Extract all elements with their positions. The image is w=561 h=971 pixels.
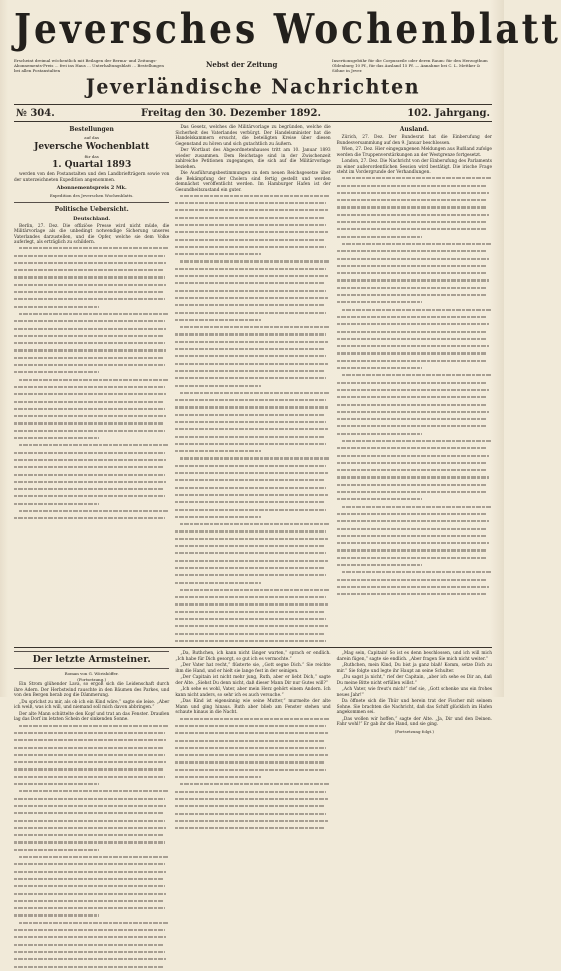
- text-line: [14, 776, 169, 782]
- text-line: [337, 192, 492, 198]
- text-line: [14, 371, 169, 377]
- text-line: [175, 494, 330, 500]
- text-line: [175, 560, 330, 566]
- text-line: [337, 243, 492, 249]
- masthead-right-note: Insertionsgebühr für die Corpuszeile oder deren Raum: für den Herzogthum Oldenburg 10 Pf., für das Ausland 15 Pf. — Annahme bei C. L. Mettker & Söhne in Jever.: [332, 58, 492, 73]
- text-line: [14, 349, 169, 355]
- text-line: [337, 535, 492, 541]
- text-line: [337, 185, 492, 191]
- text-line: [14, 820, 169, 826]
- wien-article: Wien, 27. Dez. Hier eingegangenen Meldungen aus Rußland zufolge werden die Truppenverstärkungen an der Westgrenze fortgesetzt.: [337, 147, 492, 158]
- text-line: [337, 528, 492, 534]
- text-line: [337, 309, 492, 315]
- text-line: [175, 732, 330, 738]
- text-line: [175, 501, 330, 507]
- text-line: [175, 783, 330, 789]
- text-line: [175, 820, 330, 826]
- text-line: [14, 320, 169, 326]
- serial-column-1: [14, 651, 169, 971]
- text-line: [175, 545, 330, 551]
- text-line: [337, 542, 492, 548]
- text-line: [337, 360, 492, 366]
- text-line: [175, 509, 330, 515]
- text-line: [14, 386, 169, 392]
- text-line: [175, 805, 330, 811]
- text-line: [14, 357, 169, 363]
- text-line: [337, 491, 492, 497]
- subscription-sub: auf das: [14, 135, 169, 141]
- divider: [14, 202, 169, 203]
- text-line: [337, 177, 492, 183]
- subscription-heading: Bestellungen: [14, 126, 169, 134]
- text-line: [337, 418, 492, 424]
- serial-paragraph: „Du sagst ja nicht,“ rief der Capitain, „aber ich sehe es Dir an, daß Du meine Bitte nicht erfüllen willst.“: [337, 675, 492, 686]
- text-line: [175, 282, 330, 288]
- text-filler: [14, 725, 169, 971]
- text-line: [14, 291, 169, 297]
- text-line: [14, 313, 169, 319]
- text-line: [175, 618, 330, 624]
- serial-column-2: [175, 651, 330, 971]
- text-line: [337, 484, 492, 490]
- text-line: [175, 747, 330, 753]
- text-line: [14, 783, 169, 789]
- text-line: [175, 355, 330, 361]
- text-line: [337, 345, 492, 351]
- text-line: [14, 761, 169, 767]
- feuilleton-columns: [14, 651, 492, 971]
- text-line: [175, 202, 330, 208]
- text-line: [14, 401, 169, 407]
- text-line: [175, 421, 330, 427]
- text-line: [175, 523, 330, 529]
- text-line: [14, 790, 169, 796]
- text-line: [175, 239, 330, 245]
- text-line: [175, 217, 330, 223]
- text-line: [14, 466, 169, 472]
- text-line: [14, 481, 169, 487]
- text-line: [175, 370, 330, 376]
- text-line: [14, 936, 169, 942]
- text-line: [337, 579, 492, 585]
- text-line: [175, 443, 330, 449]
- text-line: [337, 338, 492, 344]
- text-line: [175, 530, 330, 536]
- text-line: [14, 284, 169, 290]
- text-line: [175, 457, 330, 463]
- text-line: [175, 341, 330, 347]
- text-line: [14, 474, 169, 480]
- text-line: [175, 640, 330, 646]
- text-line: [337, 498, 492, 504]
- text-line: [14, 878, 169, 884]
- text-line: [175, 538, 330, 544]
- text-line: [14, 725, 169, 731]
- text-line: [175, 399, 330, 405]
- masthead-subtitle: Jeverländische Nachrichten: [14, 75, 492, 99]
- berlin-article: Berlin, 27. Dez. Die offiziöse Presse wird nicht müde, die Militärvorlage als die unbedingt notwendige Sicherung unseres Vaterlandes darzustellen, und die Opfer, welche sie dem Volke auferlegt, als erträglich zu schildern.: [14, 224, 169, 246]
- text-line: [14, 342, 169, 348]
- text-line: [14, 951, 169, 957]
- text-line: [14, 958, 169, 964]
- text-line: [337, 228, 492, 234]
- serial-paragraph: „Mag sein, Capitain! So ist es denn beschlossen, und ich will mich darein fügen,“ sagte sie endlich. „Aber fragen Sie mich nicht weiter.“: [337, 651, 492, 662]
- masthead-title: Jeversches Wochenblatt: [14, 3, 492, 56]
- text-line: [175, 725, 330, 731]
- volume: 102. Jahrgang.: [407, 108, 490, 119]
- text-line: [175, 718, 330, 724]
- text-line: [175, 290, 330, 296]
- text-line: [337, 250, 492, 256]
- text-line: [337, 447, 492, 453]
- text-line: [175, 567, 330, 573]
- text-line: [175, 319, 330, 325]
- text-line: [175, 450, 330, 456]
- text-line: [337, 331, 492, 337]
- masthead-left-note: Erscheint dreimal wöchentlich mit Beilagen der Berma- und Zeitungs- Abonnements-Preis ... frei ins Haus ... Unterhaltungsblatt ... Bestellungen bei allen Postanstalten: [14, 58, 164, 73]
- text-line: [14, 893, 169, 899]
- text-line: [175, 348, 330, 354]
- text-line: [14, 495, 169, 501]
- serial-paragraph: „Der Vater hat recht,“ flüsterte sie, „Gott segne Dich.“ Sie reichte ihm die Hand, und er hielt sie lange fest in der seinigen.: [175, 663, 330, 674]
- serial-paragraph: Der alte Mann schüttelte den Kopf und trat an das Fenster. Draußen lag das Dorf im letzten Schein der sinkenden Sonne.: [14, 712, 169, 723]
- serial-author: Roman von G. Wörishöffer.: [14, 671, 169, 677]
- text-line: [175, 268, 330, 274]
- text-line: [175, 479, 330, 485]
- subscription-quarter: 1. Quartal 1893: [14, 160, 169, 171]
- serial-paragraph: „Das Kind ist eigensinnig wie seine Mutter,“ murmelte der alte Mann und ging hinaus. Ruth aber blieb am Fenster stehen und schaute hinaus in die Nacht.: [175, 699, 330, 716]
- serial-continued: (Fortsetzung.): [14, 677, 169, 683]
- text-line: [337, 513, 492, 519]
- text-line: [175, 611, 330, 617]
- expedition-line: Expedition des Jeverschen Wochenblatts.: [14, 193, 169, 199]
- issue-number: № 304.: [16, 108, 55, 119]
- text-line: [337, 411, 492, 417]
- article-a: Das Gesetz, welches die Militärvorlage zu begründen, welche die Sicherheit des Vaterlandes verbürgt. Der Handelsminister hat die Handelskammern ersucht, die beteiligten Kreise über diesen Gegenstand zu hören und sich gutachtlich zu äußern.: [175, 125, 330, 147]
- text-line: [14, 379, 169, 385]
- text-line: [14, 335, 169, 341]
- text-line: [14, 834, 169, 840]
- text-line: [14, 805, 169, 811]
- text-line: [175, 574, 330, 580]
- text-line: [14, 856, 169, 862]
- text-line: [337, 279, 492, 285]
- text-line: [14, 944, 169, 950]
- text-line: [337, 549, 492, 555]
- london-article: London, 27. Dez. Die Nachricht von der Einberufung des Parlaments zu einer außerordentlichen Session wird bestätigt. Die irische Frage steht im Vordergrunde der Verhandlungen.: [337, 159, 492, 176]
- text-line: [337, 352, 492, 358]
- text-line: [14, 885, 169, 891]
- text-line: [337, 272, 492, 278]
- text-line: [175, 414, 330, 420]
- text-line: [14, 732, 169, 738]
- text-line: [337, 389, 492, 395]
- text-line: [14, 914, 169, 920]
- text-line: [175, 297, 330, 303]
- column-3: [337, 125, 492, 645]
- text-line: [337, 593, 492, 599]
- text-line: [14, 849, 169, 855]
- serial-title: Der letzte Armsteiner.: [14, 651, 169, 669]
- politics-heading: Politische Uebersicht.: [14, 206, 169, 214]
- serial-paragraph: „Du sprichst zu mir, als ob ich ein Kind wäre,“ sagte sie leise. „Aber ich weiß, was ich will, und niemand soll mich davon abbringen.“: [14, 700, 169, 711]
- text-line: [175, 791, 330, 797]
- text-line: [14, 276, 169, 282]
- text-line: [14, 298, 169, 304]
- text-line: [14, 269, 169, 275]
- text-line: [14, 328, 169, 334]
- text-line: [14, 754, 169, 760]
- article-c: Die Ausführungsbestimmungen zu dem neuen Reichsgesetze über die Bekämpfung der Cholera sind fertig gestellt und werden demnächst veröffentlicht werden. Im Hamburger Hafen ist der Gesundheitszustand ein guter.: [175, 171, 330, 193]
- text-line: [14, 255, 169, 261]
- text-line: [175, 516, 330, 522]
- text-line: [337, 221, 492, 227]
- serial-paragraph: Da öffnete sich die Thür und herein trat der Fischer mit seinem Sohne. Sie brachten die Nachricht, daß das Schiff glücklich im Hafen angekommen sei.: [337, 699, 492, 716]
- text-line: [337, 469, 492, 475]
- text-line: [337, 199, 492, 205]
- serial-paragraph: „Ach Vater, wie freut's mich!“ rief sie, „Gott schenke uns ein frohes neues Jahr!“: [337, 687, 492, 698]
- text-line: [175, 195, 330, 201]
- text-line: [14, 393, 169, 399]
- text-line: [14, 900, 169, 906]
- text-line: [14, 841, 169, 847]
- text-line: [337, 462, 492, 468]
- text-line: [175, 589, 330, 595]
- text-line: [337, 206, 492, 212]
- text-line: [337, 294, 492, 300]
- text-line: [175, 253, 330, 259]
- text-line: [337, 396, 492, 402]
- masthead-mid-note: Nebst der Zeitung: [206, 62, 277, 67]
- text-line: [14, 364, 169, 370]
- text-line: [14, 798, 169, 804]
- text-line: [175, 776, 330, 782]
- text-line: [175, 312, 330, 318]
- text-line: [14, 430, 169, 436]
- text-line: [14, 871, 169, 877]
- text-line: [175, 625, 330, 631]
- feuilleton-divider: [14, 647, 492, 648]
- text-line: [175, 304, 330, 310]
- text-line: [337, 564, 492, 570]
- text-line: [14, 452, 169, 458]
- text-line: [175, 246, 330, 252]
- zurich-article: Zürich, 27. Dez. Der Bundesrat hat die Einberufung der Bundesversammlung auf den 9. Januar beschlossen.: [337, 135, 492, 146]
- subscription-price: Abonnementspreis 2 Mk.: [14, 184, 169, 192]
- serial-paragraph: „Ruthchen, mein Kind, Du bist ja ganz blaß! Komm, setze Dich zu mir.“ Sie folgte und legte ihr Haupt an seine Schulter.: [337, 663, 492, 674]
- column-1: [14, 125, 169, 645]
- text-line: [175, 761, 330, 767]
- issue-date: Freitag den 30. Dezember 1892.: [141, 108, 321, 119]
- text-line: [175, 813, 330, 819]
- text-line: [337, 382, 492, 388]
- text-line: [175, 377, 330, 383]
- text-line: [337, 265, 492, 271]
- text-line: [175, 633, 330, 639]
- text-filler: [175, 195, 330, 646]
- text-line: [175, 827, 330, 833]
- text-line: [14, 503, 169, 509]
- text-line: [14, 510, 169, 516]
- text-line: [175, 603, 330, 609]
- germany-heading: Deutschland.: [14, 215, 169, 223]
- text-line: [175, 552, 330, 558]
- serial-paragraph: „Das wollen wir hoffen,“ sagte der Alte. „Ja, Dir und den Deinen. Fahr wohl!“ Er gab ihr die Hand, und sie ging.: [337, 717, 492, 728]
- text-line: [14, 827, 169, 833]
- text-line: [337, 287, 492, 293]
- text-line: [14, 415, 169, 421]
- text-line: [175, 209, 330, 215]
- text-line: [337, 455, 492, 461]
- text-line: [337, 258, 492, 264]
- text-line: [337, 236, 492, 242]
- text-line: [14, 863, 169, 869]
- text-line: [337, 214, 492, 220]
- text-line: [14, 437, 169, 443]
- text-line: [14, 966, 169, 971]
- text-line: [337, 571, 492, 577]
- text-line: [175, 363, 330, 369]
- text-line: [337, 367, 492, 373]
- text-line: [175, 582, 330, 588]
- subscription-title: Jeversche Wochenblatt: [14, 142, 169, 153]
- text-line: [14, 444, 169, 450]
- text-line: [175, 740, 330, 746]
- serial-paragraph: Ein Strom glühender Lava, so ergoß sich die Leidenschaft durch ihre Adern. Der Herbstwind rauschte in den Bäumen des Parkes, und von den Bergen herab zog die Dämmerung.: [14, 682, 169, 699]
- text-line: [175, 428, 330, 434]
- text-line: [14, 739, 169, 745]
- text-line: [175, 260, 330, 266]
- text-line: [175, 754, 330, 760]
- text-line: [14, 422, 169, 428]
- text-line: [14, 907, 169, 913]
- text-line: [14, 922, 169, 928]
- article-b: Der Wortlaut des Abgeordnetenhauses tritt am 10. Januar 1893 wieder zusammen. Dem Reichstage sind in der Zwischenzeit zahlreiche Petitionen zugegangen, die sich auf die Militärvorlage beziehen.: [175, 148, 330, 170]
- text-line: [14, 262, 169, 268]
- text-line: [14, 768, 169, 774]
- upper-columns: [14, 125, 492, 645]
- text-line: [14, 517, 169, 523]
- text-line: [337, 586, 492, 592]
- abroad-heading: Ausland.: [337, 126, 492, 134]
- text-line: [175, 385, 330, 391]
- column-2: [175, 125, 330, 645]
- text-line: [337, 404, 492, 410]
- text-line: [14, 459, 169, 465]
- text-line: [337, 433, 492, 439]
- serial-ending: (Fortsetzung folgt.): [337, 729, 492, 735]
- text-line: [175, 798, 330, 804]
- text-line: [337, 506, 492, 512]
- text-line: [175, 769, 330, 775]
- text-line: [337, 323, 492, 329]
- text-line: [14, 929, 169, 935]
- text-line: [337, 557, 492, 563]
- text-line: [175, 392, 330, 398]
- text-filler: [337, 177, 492, 598]
- text-line: [14, 408, 169, 414]
- text-line: [175, 231, 330, 237]
- text-line: [337, 301, 492, 307]
- dateline: [14, 104, 492, 122]
- text-line: [337, 476, 492, 482]
- text-line: [337, 316, 492, 322]
- text-line: [337, 425, 492, 431]
- text-line: [337, 520, 492, 526]
- text-line: [175, 472, 330, 478]
- masthead: [14, 6, 492, 56]
- serial-paragraph: „Ich sehe es wohl, Vater, aber mein Herz gehört einem Andern. Ich kann nicht anders, so sehr ich es auch versuche.“: [175, 687, 330, 698]
- text-line: [175, 406, 330, 412]
- subscription-body: werden von den Postanstalten und den Landbriefträgern sowie von der unterzeichneten Expedition angenommen.: [14, 172, 169, 183]
- text-line: [175, 326, 330, 332]
- text-line: [14, 306, 169, 312]
- text-line: [175, 436, 330, 442]
- serial-column-3: [337, 651, 492, 971]
- text-line: [175, 487, 330, 493]
- text-filler: [14, 247, 169, 522]
- text-line: [175, 333, 330, 339]
- serial-paragraph: „Der Capitain ist nicht mehr jung, Ruth, aber er liebt Dich,“ sagte der Alte. „Siehst Du denn nicht, daß dieser Mann Dir nur Gutes will?“: [175, 675, 330, 686]
- text-line: [14, 812, 169, 818]
- text-line: [175, 465, 330, 471]
- text-line: [14, 747, 169, 753]
- subscription-for: für das: [14, 154, 169, 160]
- text-line: [14, 247, 169, 253]
- text-filler: [175, 718, 330, 833]
- text-line: [175, 596, 330, 602]
- text-line: [14, 488, 169, 494]
- text-line: [175, 275, 330, 281]
- serial-paragraph: „Da, Ruthchen, ich kann nicht länger warten,“ sprach er endlich. „Ich habe für Dich gesorgt, so gut ich es vermochte.“: [175, 651, 330, 662]
- text-line: [337, 440, 492, 446]
- text-line: [337, 374, 492, 380]
- text-line: [175, 224, 330, 230]
